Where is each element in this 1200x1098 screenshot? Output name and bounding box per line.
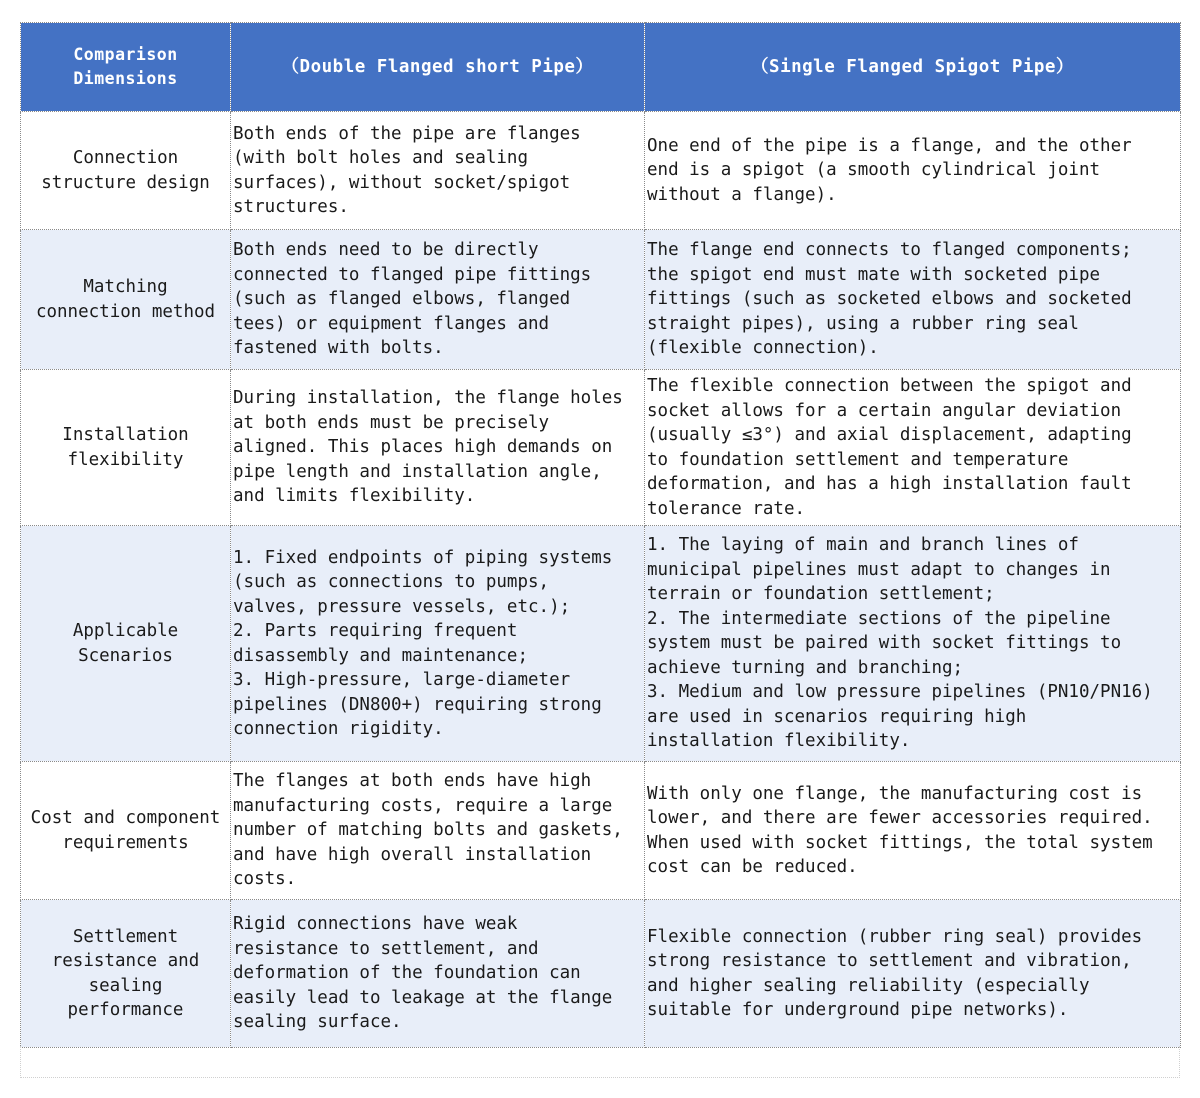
double-flanged-cell: 1. Fixed endpoints of piping systems (such as connections to pumps, valves, pressure vessels, etc.); 2. Parts requiring frequent disassembly and maintenance; 3. High-pressure, large-diameter pipelines (DN800+) requiring strong connection rigidity. bbox=[231, 526, 645, 762]
row-label: Connection structure design bbox=[21, 112, 231, 230]
header-row bbox=[21, 23, 1181, 112]
row-label: Applicable Scenarios bbox=[21, 526, 231, 762]
single-flanged-cell: The flexible connection between the spigot and socket allows for a certain angular deviation (usually ≤3°) and axial displacement, adapting to foundation settlement and temperature deformation, and has a high installation fault tolerance rate. bbox=[645, 370, 1181, 526]
comparison-table bbox=[20, 22, 1181, 1048]
row-label: Cost and component requirements bbox=[21, 762, 231, 900]
table-row bbox=[21, 762, 1181, 900]
table-header bbox=[21, 23, 1181, 112]
double-flanged-cell: Both ends of the pipe are flanges (with bolt holes and sealing surfaces), without socket/spigot structures. bbox=[231, 112, 645, 230]
row-label: Settlement resistance and sealing performance bbox=[21, 900, 231, 1048]
row-label: Installation flexibility bbox=[21, 370, 231, 526]
single-flanged-cell: 1. The laying of main and branch lines of municipal pipelines must adapt to changes in terrain or foundation settlement; 2. The intermediate sections of the pipeline system must be paired with socket fittings to achieve turning and branching; 3. Medium and low pressure pipelines (PN10/PN16) are used in scenarios requiring high installation flexibility. bbox=[645, 526, 1181, 762]
single-flanged-cell: The flange end connects to flanged components; the spigot end must mate with socketed pipe fittings (such as socketed elbows and socketed straight pipes), using a rubber ring seal (flexible connection). bbox=[645, 230, 1181, 370]
header-comparison-dimensions: Comparison Dimensions bbox=[21, 23, 231, 112]
single-flanged-cell: With only one flange, the manufacturing cost is lower, and there are fewer accessories required. When used with socket fittings, the total system cost can be reduced. bbox=[645, 762, 1181, 900]
table-body bbox=[21, 112, 1181, 1048]
table-row bbox=[21, 112, 1181, 230]
double-flanged-cell: Rigid connections have weak resistance to settlement, and deformation of the foundation can easily lead to leakage at the flange sealing surface. bbox=[231, 900, 645, 1048]
table-row bbox=[21, 900, 1181, 1048]
double-flanged-cell: The flanges at both ends have high manufacturing costs, require a large number of matching bolts and gaskets, and have high overall installation costs. bbox=[231, 762, 645, 900]
single-flanged-cell: Flexible connection (rubber ring seal) provides strong resistance to settlement and vibration, and higher sealing reliability (especially suitable for underground pipe networks). bbox=[645, 900, 1181, 1048]
double-flanged-cell: Both ends need to be directly connected to flanged pipe fittings (such as flanged elbows, flanged tees) or equipment flanges and fastened with bolts. bbox=[231, 230, 645, 370]
header-double-flanged-pipe: （Double Flanged short Pipe） bbox=[231, 23, 645, 112]
row-label: Matching connection method bbox=[21, 230, 231, 370]
double-flanged-cell: During installation, the flange holes at both ends must be precisely aligned. This places high demands on pipe length and installation angle, and limits flexibility. bbox=[231, 370, 645, 526]
table-row bbox=[21, 370, 1181, 526]
single-flanged-cell: One end of the pipe is a flange, and the other end is a spigot (a smooth cylindrical joint without a flange). bbox=[645, 112, 1181, 230]
table-bottom-margin bbox=[20, 1046, 1180, 1078]
header-single-flanged-spigot-pipe: （Single Flanged Spigot Pipe） bbox=[645, 23, 1181, 112]
table-row bbox=[21, 230, 1181, 370]
table-row bbox=[21, 526, 1181, 762]
